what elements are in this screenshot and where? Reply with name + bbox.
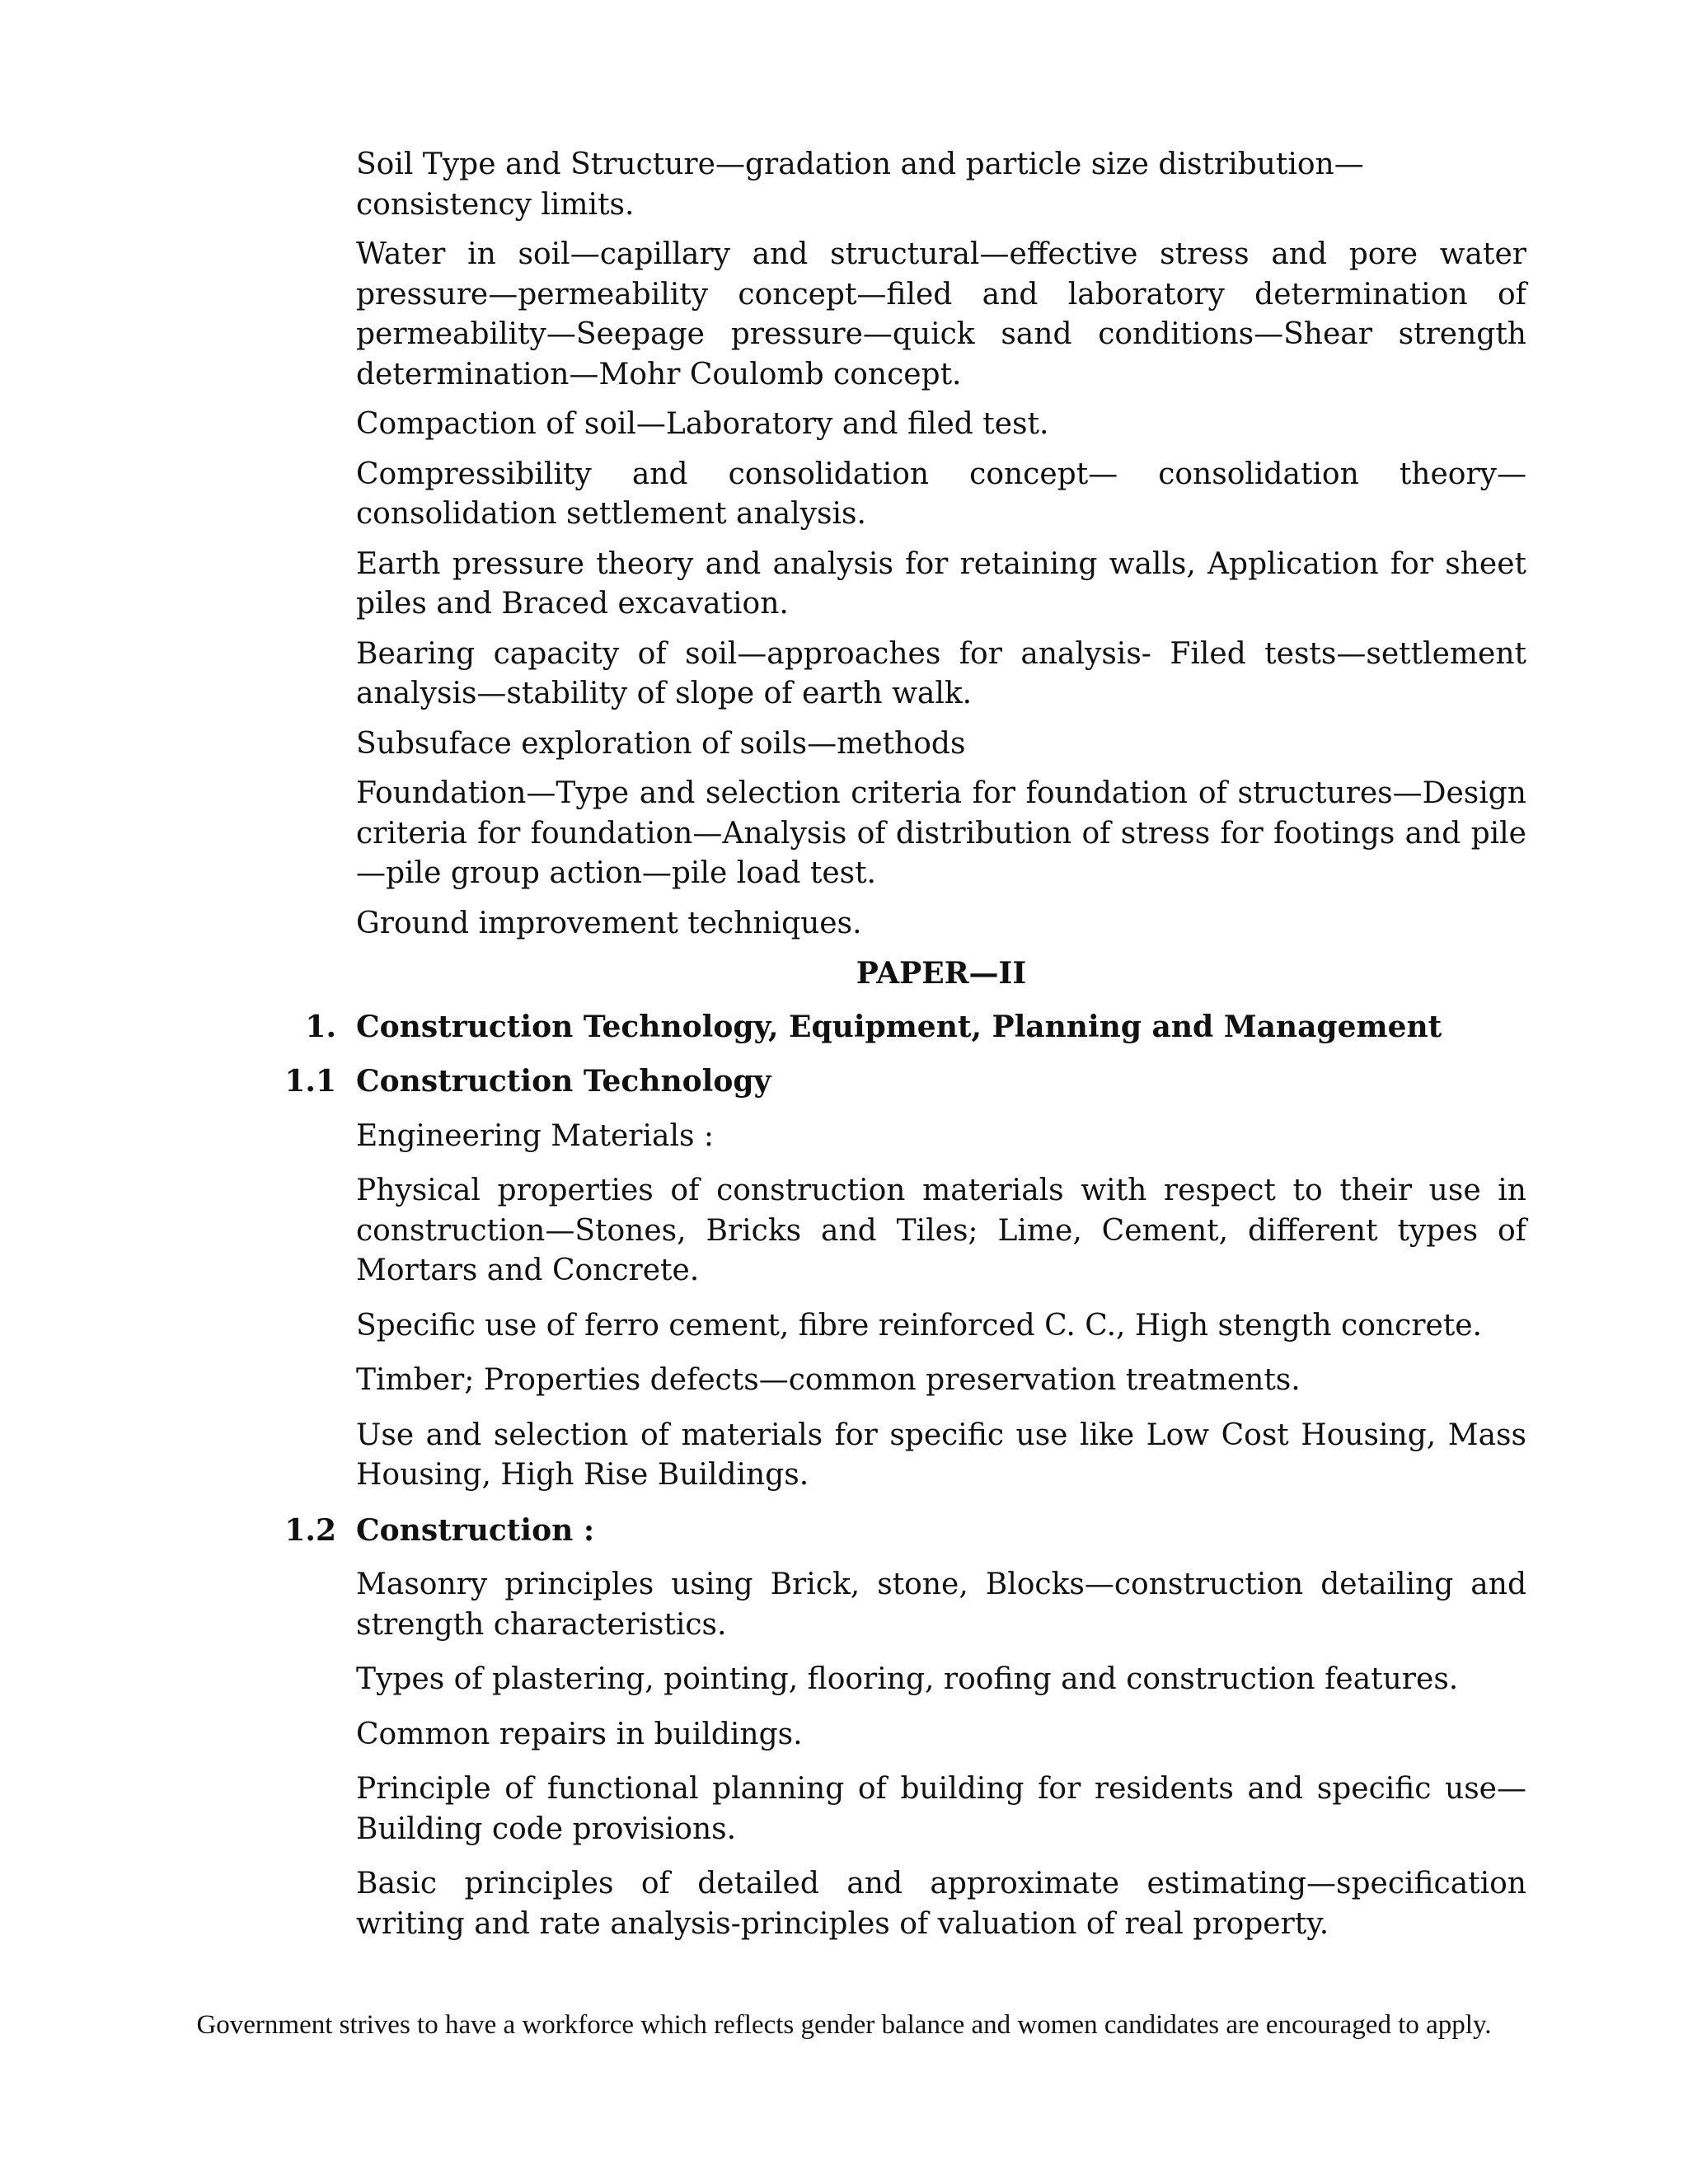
section-heading-1-2 [284,1511,1526,1551]
section-number: 1. [305,1009,336,1044]
section-number: 1.2 [284,1512,336,1548]
paragraph: Basic principles of detailed and approximate estimating—specification writing and rate analysis-principles of valuation of real property. [356,1867,1526,1941]
paragraph: Common repairs in buildings. [356,1717,803,1751]
section-heading-1-1 [284,1062,1526,1102]
section-title: Construction Technology [356,1064,771,1099]
paragraph: Specific use of ferro cement, fibre reinforced C. C., High stength concrete. [356,1308,1482,1343]
paragraph: Compressibility and consolidation concept— consolidation theory—consolidation settlement analysis. [356,457,1526,531]
paragraph: Physical properties of construction materials with respect to their use in construction—Stones, Bricks and Tiles; Lime, Cement, different types of Mortars and Concrete. [356,1174,1526,1287]
paragraph: Foundation—Type and selection criteria for foundation of structures—Design criteria for foundation—Analysis of distribution of stress for footings and pile—pile group action—pile load test. [356,776,1526,890]
paragraph: Engineering Materials : [356,1118,715,1153]
paragraph: Use and selection of materials for specific use like Low Cost Housing, Mass Housing, High Rise Buildings. [356,1418,1526,1492]
page-content [284,145,1526,1959]
section-heading-1 [305,1007,1526,1047]
section-number: 1.1 [284,1064,336,1099]
paragraph: Timber; Properties defects—common preservation treatments. [356,1363,1301,1397]
paragraph: Water in soil—capillary and structural—effective stress and pore water pressure—permeability concept—filed and laboratory determination of permeability—Seepage pressure—quick sand conditions—Shear strength determination—Mohr Coulomb concept. [356,237,1526,391]
page-footer: Government strives to have a workforce which reflects gender balance and women candidates are encouraged to apply. [196,2010,1492,2040]
paragraph: Subsuface exploration of soils—methods [356,726,966,761]
paragraph: Bearing capacity of soil—approaches for analysis- Filed tests—settlement analysis—stability of slope of earth walk. [356,636,1526,710]
paragraph: Earth pressure theory and analysis for retaining walls, Application for sheet piles and Braced excavation. [356,546,1526,621]
paragraph: Masonry principles using Brick, stone, Blocks—construction detailing and strength characteristics. [356,1568,1526,1642]
paper-heading: PAPER—II [856,956,1027,991]
paragraph: Types of plastering, pointing, flooring, roofing and construction features. [356,1662,1459,1696]
paragraph: Principle of functional planning of building for residents and specific use—Building code provisions. [356,1772,1526,1846]
section-title: Construction : [356,1512,595,1548]
paragraph: Ground improvement techniques. [356,906,862,940]
paragraph: Compaction of soil—Laboratory and filed test. [356,407,1049,441]
paragraph: Soil Type and Structure—gradation and particle size distribution—consistency limits. [356,148,1364,222]
section-title: Construction Technology, Equipment, Planning and Management [356,1009,1442,1044]
